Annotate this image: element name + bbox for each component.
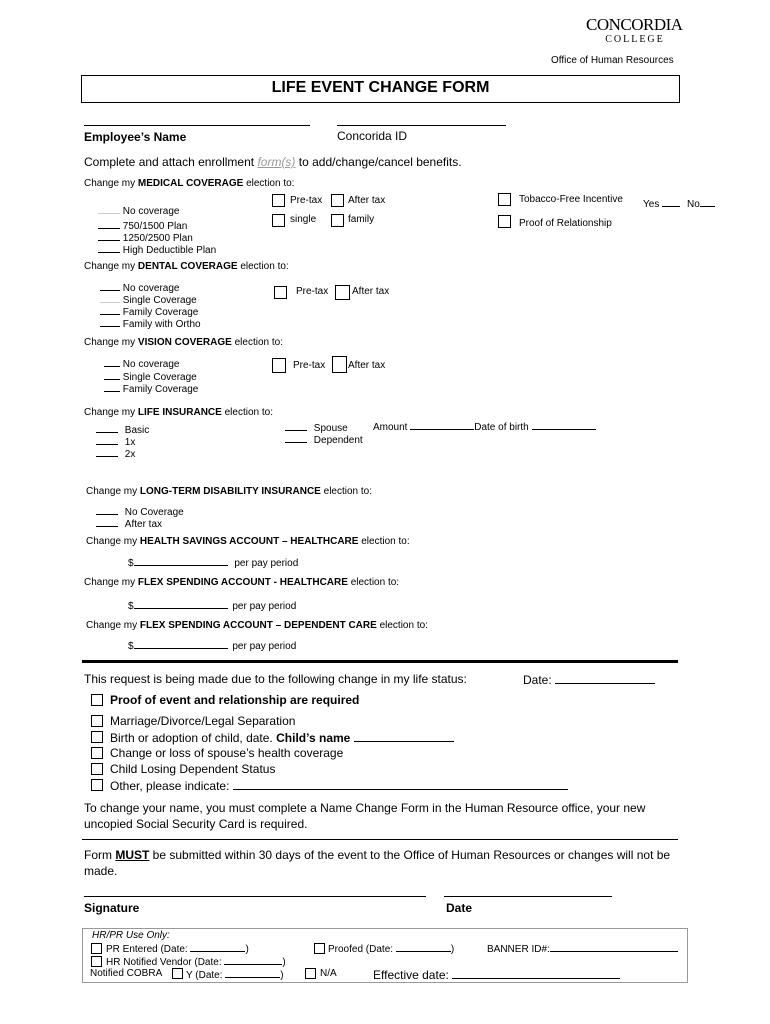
fsa-health-heading — [84, 577, 399, 588]
banner-id[interactable] — [487, 942, 678, 955]
tobacco-no[interactable] — [687, 197, 715, 210]
yes-label: Yes — [643, 199, 660, 210]
fsa-dep-amount[interactable] — [128, 639, 296, 652]
dental-heading — [84, 261, 289, 272]
life-name: LIFE INSURANCE — [137, 407, 222, 418]
ltd-prefix: Change my — [86, 486, 140, 497]
dollar-sign: $ — [128, 641, 134, 652]
proof-of-relationship-label: Proof of Relationship — [519, 218, 612, 229]
birth-text: Birth or adoption of child, date. — [110, 731, 277, 745]
signature-line[interactable] — [84, 896, 426, 897]
dental-option-label: Family with Ortho — [122, 319, 201, 330]
dollar-sign: $ — [128, 601, 134, 612]
other-label[interactable] — [110, 778, 568, 793]
vision-option-label: Single Coverage — [122, 372, 197, 383]
vision-heading — [84, 337, 283, 348]
proof-of-relationship-checkbox[interactable] — [498, 215, 511, 228]
dental-option-label: No coverage — [122, 283, 180, 294]
medical-pretax-label: Pre-tax — [290, 195, 323, 206]
close-paren: ) — [282, 957, 286, 968]
form-title: LIFE EVENT CHANGE FORM — [271, 79, 490, 96]
per-pay-label: per pay period — [234, 558, 299, 569]
hsa-heading — [86, 536, 410, 547]
status-request: This request is being made due to the following change in my life status: — [84, 672, 467, 686]
name-change-note: To change your name, you must complete a Name Change Form in the Human Resource office, your new uncopied Social Security Card is required. — [84, 801, 646, 831]
medical-family-checkbox[interactable] — [331, 214, 344, 227]
dependent-label: Dependent — [313, 435, 363, 446]
dental-pretax-checkbox[interactable] — [274, 286, 287, 299]
medical-option[interactable] — [98, 204, 179, 217]
dollar-sign: $ — [128, 558, 134, 569]
life-option[interactable] — [96, 447, 135, 460]
ltd-option-label: After tax — [124, 519, 163, 530]
child-losing-checkbox[interactable] — [91, 763, 103, 775]
signature-label: Signature — [84, 901, 140, 915]
dental-aftertax-checkbox[interactable] — [335, 285, 350, 300]
medical-pretax-checkbox[interactable] — [272, 194, 285, 207]
marriage-checkbox[interactable] — [91, 715, 103, 727]
dental-option-label: Family Coverage — [122, 307, 199, 318]
close-paren: ) — [450, 944, 455, 955]
hsa-name: HEALTH SAVINGS ACCOUNT – HEALTHCARE — [139, 536, 359, 547]
na-checkbox[interactable] — [305, 968, 316, 979]
dental-suffix: election to: — [237, 261, 289, 272]
medical-option-label: High Deductible Plan — [122, 245, 217, 256]
fsa-health-amount[interactable] — [128, 599, 296, 612]
cobra-y-checkbox[interactable] — [172, 968, 183, 979]
hsa-prefix: Change my — [86, 536, 140, 547]
proofed-label: Proofed (Date: — [328, 944, 396, 955]
effective-date[interactable] — [373, 967, 620, 982]
medical-prefix: Change my — [84, 178, 138, 189]
hr-notified[interactable] — [106, 955, 286, 968]
fsa-dep-name: FLEX SPENDING ACCOUNT – DEPENDENT CARE — [139, 620, 377, 631]
medical-option-label: 750/1500 Plan — [122, 221, 188, 232]
y-date-label: Y (Date: — [186, 970, 226, 981]
name-line[interactable] — [84, 125, 310, 126]
status-date[interactable] — [523, 672, 655, 687]
fsa-dep-heading — [86, 620, 428, 631]
vision-aftertax-label: After tax — [348, 360, 386, 371]
employee-name-label: Employee’s Name — [84, 130, 187, 144]
must-label: MUST — [115, 848, 150, 862]
submit-pre: Form — [84, 848, 116, 862]
birth-label[interactable] — [110, 730, 454, 745]
dental-name: DENTAL COVERAGE — [137, 261, 238, 272]
amount-label: Amount — [373, 422, 408, 433]
hsa-suffix: election to: — [358, 536, 410, 547]
fsa-dep-prefix: Change my — [86, 620, 140, 631]
marriage-label: Marriage/Divorce/Legal Separation — [110, 714, 296, 728]
medical-aftertax-label: After tax — [348, 195, 386, 206]
dental-option[interactable] — [100, 317, 201, 330]
vision-prefix: Change my — [84, 337, 138, 348]
vision-name: VISION COVERAGE — [137, 337, 232, 348]
vision-option[interactable] — [104, 357, 179, 370]
other-checkbox[interactable] — [91, 779, 103, 791]
dob-label: Date of birth — [474, 422, 529, 433]
per-pay-label: per pay period — [232, 601, 297, 612]
medical-option-label: No coverage — [122, 206, 180, 217]
banner-label: BANNER ID#: — [487, 944, 550, 955]
medical-aftertax-checkbox[interactable] — [331, 194, 344, 207]
hr-notified-checkbox[interactable] — [91, 956, 102, 967]
instructions-post: to add/change/cancel benefits. — [295, 155, 462, 169]
id-line[interactable] — [337, 125, 506, 126]
instructions-pre: Complete and attach enrollment — [84, 155, 258, 169]
vision-suffix: election to: — [231, 337, 283, 348]
dental-option-label: Single Coverage — [122, 295, 197, 306]
per-pay-label: per pay period — [232, 641, 297, 652]
concordia-id-label: Concorida ID — [337, 129, 408, 143]
life-suffix: election to: — [221, 407, 273, 418]
other-text: Other, please indicate: — [110, 779, 230, 793]
vision-pretax-label: Pre-tax — [293, 360, 326, 371]
fsa-dep-suffix: election to: — [376, 620, 428, 631]
logo-line1: CONCORDIA — [586, 15, 683, 34]
ltd-option-label: No Coverage — [124, 507, 184, 518]
section-divider-2 — [82, 839, 678, 840]
life-option-label: Basic — [124, 425, 150, 436]
tobacco-yes[interactable] — [643, 197, 680, 210]
section-divider — [82, 660, 678, 663]
instructions — [84, 155, 462, 169]
dental-prefix: Change my — [84, 261, 138, 272]
fsa-health-name: FLEX SPENDING ACCOUNT - HEALTHCARE — [137, 577, 348, 588]
medical-option[interactable] — [98, 243, 216, 256]
vision-aftertax-checkbox[interactable] — [332, 356, 347, 373]
hr-notified-label: HR Notified Vendor (Date: — [106, 957, 225, 968]
tobacco-free-label: Tobacco-Free Incentive — [519, 194, 623, 205]
vision-option[interactable] — [104, 382, 198, 395]
vision-option-label: Family Coverage — [122, 384, 199, 395]
pr-entered[interactable] — [106, 942, 249, 955]
hr-title: HR/PR Use Only: — [92, 930, 170, 941]
medical-heading — [84, 178, 294, 189]
pr-entered-label: PR Entered (Date: — [106, 944, 191, 955]
ltd-heading — [86, 486, 372, 497]
proofed[interactable] — [328, 942, 454, 955]
vision-option-label: No coverage — [122, 359, 180, 370]
forms-link[interactable]: form(s) — [257, 155, 296, 169]
hsa-amount[interactable] — [128, 556, 298, 569]
office-name: Office of Human Resources — [551, 55, 674, 66]
life-heading — [84, 407, 273, 418]
childs-name-label: Child’s name — [276, 731, 351, 745]
life-amount[interactable] — [373, 420, 596, 433]
dental-aftertax-label: After tax — [352, 286, 390, 297]
effective-label: Effective date: — [373, 968, 453, 982]
spouse-coverage-checkbox[interactable] — [91, 747, 103, 759]
close-paren: ) — [245, 944, 249, 955]
dental-pretax-label: Pre-tax — [296, 286, 329, 297]
spouse-coverage-label: Change or loss of spouse’s health coverage — [110, 746, 344, 760]
no-label: No — [687, 199, 700, 210]
medical-option-label: 1250/2500 Plan — [122, 233, 193, 244]
tobacco-free-checkbox[interactable] — [498, 193, 511, 206]
birth-checkbox[interactable] — [91, 731, 103, 743]
submit-note — [84, 847, 679, 879]
spouse-label: Spouse — [313, 423, 348, 434]
proofed-checkbox[interactable] — [314, 943, 325, 954]
close-paren: ) — [280, 970, 284, 981]
proof-checkbox[interactable] — [91, 694, 103, 706]
life-option-label: 2x — [124, 449, 136, 460]
ltd-name: LONG-TERM DISABILITY INSURANCE — [139, 486, 321, 497]
fsa-health-suffix: election to: — [347, 577, 400, 588]
medical-single-label: single — [290, 214, 317, 225]
fsa-health-prefix: Change my — [84, 577, 138, 588]
pr-entered-checkbox[interactable] — [91, 943, 102, 954]
na-label: N/A — [320, 968, 337, 979]
life-option-label: 1x — [124, 437, 136, 448]
child-losing-label: Child Losing Dependent Status — [110, 762, 276, 776]
medical-suffix: election to: — [243, 178, 295, 189]
submit-post: be submitted within 30 days of the event to the Office of Human Resources or changes will not be made. — [84, 848, 671, 878]
date-label: Date — [446, 901, 473, 915]
cobra-label: Notified COBRA — [90, 968, 163, 979]
date-label: Date: — [523, 673, 552, 687]
medical-family-label: family — [348, 214, 375, 225]
logo-line2: COLLEGE — [605, 34, 665, 45]
vision-pretax-checkbox[interactable] — [272, 358, 286, 373]
cobra-y[interactable] — [186, 968, 284, 981]
ltd-option[interactable] — [96, 517, 162, 530]
life-dependent[interactable] — [285, 433, 363, 446]
life-prefix: Change my — [84, 407, 138, 418]
date-line[interactable] — [444, 896, 612, 897]
proof-required: Proof of event and relationship are required — [110, 693, 360, 707]
medical-single-checkbox[interactable] — [272, 214, 285, 227]
ltd-suffix: election to: — [320, 486, 373, 497]
medical-name: MEDICAL COVERAGE — [137, 178, 244, 189]
college-logo — [586, 15, 683, 45]
